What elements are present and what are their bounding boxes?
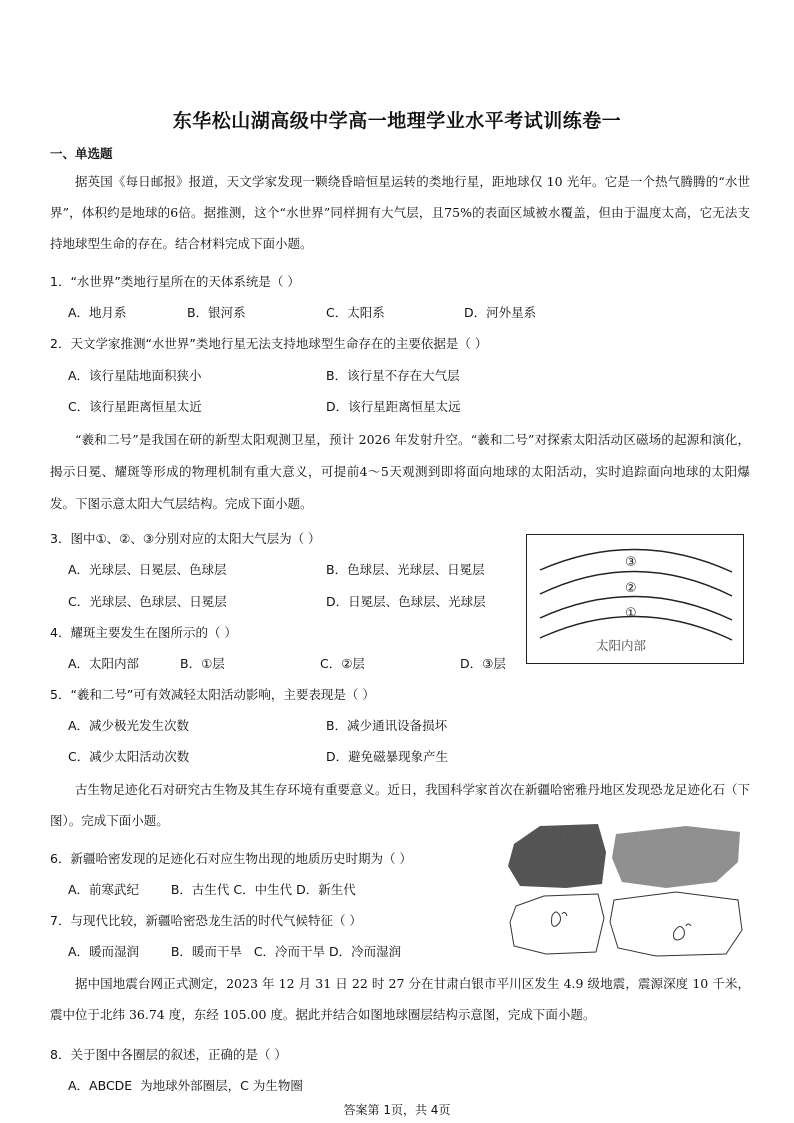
page-title: 东华松山湖高级中学高一地理学业水平考试训练卷一 — [172, 110, 622, 132]
q3-option-d: D．日冕层、色球层、光球层 — [326, 594, 486, 609]
q2-option-b: B．该行星不存在大气层 — [326, 368, 460, 383]
q6-options: A．前寒武纪 B．古生代 C．中生代 D．新生代 — [68, 882, 356, 897]
footprint-sketch-right — [674, 924, 692, 940]
q7-options: A．暖而湿润 B．暖而干旱 C．冷而干旱 D．冷而湿润 — [68, 944, 402, 959]
q3-option-b: B．色球层、光球层、日冕层 — [326, 562, 485, 577]
q3-option-a: A．光球层、日冕层、色球层 — [68, 562, 227, 577]
question-8: 8．关于图中各圈层的叙述，正确的是（ ） — [50, 1047, 287, 1062]
q5-option-c: C．减少太阳活动次数 — [68, 749, 190, 764]
passage-1: 据英国《每日邮报》报道，天文学家发现一颗绕昏暗恒星运转的类地行星，距地球仅 10 光年。它是一个热气腾腾的“水世界”，体积约是地球的6倍。据推测，这个“水世界”同样拥有大气层，且75%的表面区域被水覆盖，但由于温度太高，它无法支持地球型生命的存在。结合材料完成下面小题。 — [50, 174, 750, 251]
q1-option-c: C．太阳系 — [326, 305, 385, 320]
q1-option-b: B．银河系 — [187, 305, 246, 320]
question-3: 3．图中①、②、③分别对应的太阳大气层为（ ） — [50, 531, 321, 546]
label-layer-2: ② — [625, 581, 637, 596]
footprint-sketch-left — [552, 912, 568, 926]
section-heading: 一、单选题 — [50, 146, 113, 161]
q4-option-b: B．①层 — [180, 656, 225, 671]
q5-option-d: D．避免磁暴现象产生 — [326, 749, 449, 764]
question-7: 7．与现代比较，新疆哈密恐龙生活的时代气候特征（ ） — [50, 913, 362, 928]
q4-option-c: C．②层 — [320, 656, 365, 671]
label-layer-3: ③ — [625, 555, 637, 570]
question-2: 2．天文学家推测“水世界”类地行星无法支持地球型生命存在的主要依据是（ ） — [50, 336, 488, 351]
question-6: 6．新疆哈密发现的足迹化石对应生物出现的地质历史时期为（ ） — [50, 851, 412, 866]
sun-atmosphere-figure — [526, 534, 744, 664]
q4-option-d: D．③层 — [460, 656, 506, 671]
q8-option-a: A．ABCDE 为地球外部圈层，C 为生物圈 — [68, 1078, 303, 1093]
q1-option-a: A．地月系 — [68, 305, 127, 320]
label-sun-interior: 太阳内部 — [596, 638, 647, 653]
q5-option-b: B．减少通讯设备损坏 — [326, 718, 448, 733]
page-footer: 答案第 1页，共 4页 — [343, 1103, 451, 1117]
q3-option-c: C．光球层、色球层、日冕层 — [68, 594, 227, 609]
q1-option-d: D．河外星系 — [464, 305, 537, 320]
q2-option-c: C．该行星距离恒星太近 — [68, 399, 202, 414]
q4-option-a: A．太阳内部 — [68, 656, 140, 671]
q2-option-a: A．该行星陆地面积狭小 — [68, 368, 202, 383]
passage-4: 据中国地震台网正式测定，2023 年 12 月 31 日 22 时 27 分在甘肃白银市平川区发生 4.9 级地震，震源深度 10 千米，震中位于北纬 36.74 度，东经 105.00 度。据此并结合如图地球圈层结构示意图，完成下面小题。 — [50, 976, 750, 1022]
passage-2: “羲和二号”是我国在研的新型太阳观测卫星，预计 2026 年发射升空。“羲和二号”对探索太阳活动区磁场的起源和演化，揭示日冕、耀斑等形成的物理机制有重大意义，可提前4～5天观测到即将面向地球的太阳活动，实时追踪面向地球的太阳爆发。下图示意太阳大气层结构。完成下面小题。 — [50, 432, 750, 511]
question-5: 5．“羲和二号”可有效减轻太阳活动影响，主要表现是（ ） — [50, 687, 375, 702]
question-4: 4．耀斑主要发生在图所示的（ ） — [50, 625, 237, 640]
fossil-sketch-right — [610, 892, 742, 956]
fossil-sketch-left — [510, 894, 604, 954]
passage-3: 古生物足迹化石对研究古生物及其生存环境有重要意义。近日，我国科学家首次在新疆哈密雅丹地区发现恐龙足迹化石（下图）。完成下面小题。 — [50, 782, 751, 828]
label-layer-1: ① — [625, 606, 637, 621]
q5-option-a: A．减少极光发生次数 — [68, 718, 190, 733]
q2-option-d: D．该行星距离恒星太远 — [326, 399, 461, 414]
question-1: 1．“水世界”类地行星所在的天体系统是（ ） — [50, 274, 300, 289]
dinosaur-footprint-figure — [506, 822, 746, 958]
